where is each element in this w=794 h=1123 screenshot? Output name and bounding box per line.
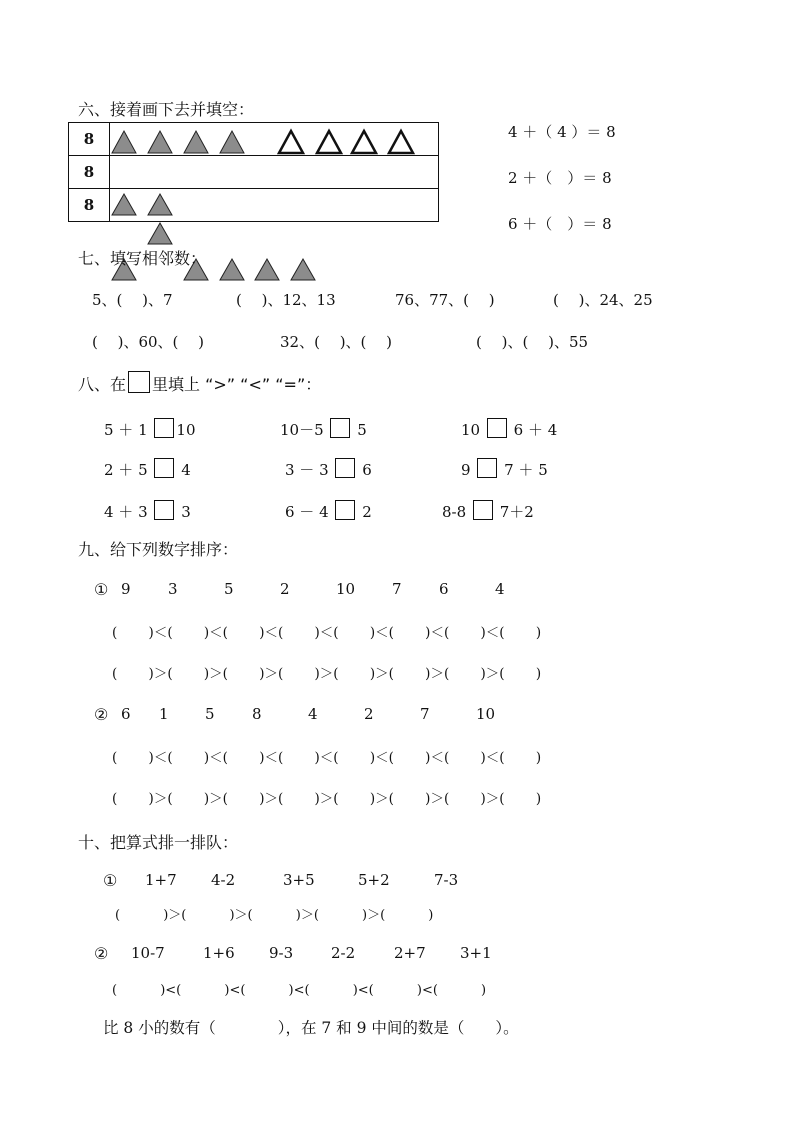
right-expr: 6 (362, 461, 372, 479)
number: 5 (205, 705, 215, 723)
number: 10 (336, 580, 356, 598)
answer-box[interactable] (330, 418, 350, 438)
expression: 1+6 (203, 944, 235, 962)
neighbor-item[interactable]: ( )、( )、55 (476, 333, 589, 351)
number: 6 (439, 580, 449, 598)
filled-triangle-icon (291, 259, 315, 280)
number: 6 (121, 705, 131, 723)
left-expr: 6 － 4 (285, 503, 329, 521)
compare-item (461, 418, 557, 440)
filled-triangle-icon (220, 131, 244, 153)
outline-triangle-icon (317, 131, 341, 153)
left-expr: 10 (461, 421, 481, 439)
right-expr: 4 (181, 461, 191, 479)
filled-triangle-icon (255, 259, 279, 280)
number: 10 (476, 705, 496, 723)
right-expr: 5 (357, 421, 367, 439)
expression: 9-3 (269, 944, 294, 962)
row-number: 8 (69, 189, 110, 222)
outline-triangle-icon (352, 131, 376, 153)
equation-1: 4 ＋（ 4 ）＝ 8 (508, 123, 616, 141)
compare-item (104, 458, 191, 480)
answer-box[interactable] (477, 458, 497, 478)
equation-2[interactable]: 2 ＋（ ）＝ 8 (508, 169, 612, 187)
answer-box-icon (128, 371, 150, 393)
compare-item (285, 500, 372, 522)
answer-box[interactable] (154, 500, 174, 520)
neighbor-item[interactable]: ( )、12、13 (236, 291, 336, 309)
expression: 10-7 (131, 944, 165, 962)
filled-triangle-icon (148, 223, 172, 244)
section-8-title (78, 371, 321, 395)
neighbor-item[interactable]: 5、( )、7 (92, 291, 173, 309)
expression: 3+1 (460, 944, 492, 962)
filled-triangle-icon (220, 259, 244, 280)
section-6-title: 六、接着画下去并填空： (78, 100, 255, 119)
number: 2 (280, 580, 290, 598)
right-expr: 7＋2 (499, 503, 534, 521)
title-suffix: 里填上 “>” “<” “=”： (152, 375, 322, 394)
left-expr: 3 － 3 (285, 461, 329, 479)
left-expr: 5 ＋ 1 (104, 421, 148, 439)
number: 1 (159, 705, 169, 723)
number: 7 (420, 705, 430, 723)
filled-triangle-icon (148, 131, 172, 153)
less-than-chain[interactable]: ( )＜( )＜( )＜( )＜( )＜( )＜( )＜( ) (112, 625, 542, 641)
compare-item (442, 500, 534, 522)
section-10-title: 十、把算式排一排队： (78, 833, 239, 852)
left-expr: 9 (461, 461, 471, 479)
number: 7 (392, 580, 402, 598)
section-7-title: 七、填写相邻数： (78, 249, 207, 268)
group-1-mark: ① (103, 871, 118, 890)
compare-item (285, 458, 372, 480)
expression: 2-2 (331, 944, 356, 962)
expression: 4-2 (211, 871, 236, 889)
greater-than-chain[interactable]: ( )＞( )＞( )＞( )＞( ) (115, 908, 434, 923)
answer-box[interactable] (473, 500, 493, 520)
left-expr: 2 ＋ 5 (104, 461, 148, 479)
answer-box[interactable] (487, 418, 507, 438)
right-expr: 2 (362, 503, 372, 521)
right-expr: 7 ＋ 5 (504, 461, 548, 479)
answer-box[interactable] (154, 418, 174, 438)
expression: 1+7 (145, 871, 177, 889)
answer-box[interactable] (335, 458, 355, 478)
answer-box[interactable] (335, 500, 355, 520)
neighbor-item[interactable]: 76、77、( ) (395, 291, 495, 309)
compare-item (280, 418, 367, 440)
right-expr: 10 (176, 421, 196, 439)
expression: 2+7 (394, 944, 426, 962)
equation-3[interactable]: 6 ＋（ ）＝ 8 (508, 215, 612, 233)
number: 3 (168, 580, 178, 598)
answer-box[interactable] (154, 458, 174, 478)
title-prefix: 八、在 (78, 375, 127, 394)
left-expr: 10－5 (280, 421, 324, 439)
neighbor-item[interactable]: 32、( )、( ) (280, 333, 393, 351)
outline-triangle-icon (279, 131, 303, 153)
compare-item (104, 500, 191, 522)
less-than-chain[interactable]: ( )＜( )＜( )＜( )＜( )＜( )＜( )＜( ) (112, 750, 542, 766)
right-expr: 3 (181, 503, 191, 521)
number: 8 (252, 705, 262, 723)
expression: 5+2 (358, 871, 390, 889)
number: 5 (224, 580, 234, 598)
expression: 3+5 (283, 871, 315, 889)
final-question[interactable]: 比 8 小的数有（ ），在 7 和 9 中间的数是（ ）。 (103, 1019, 519, 1037)
greater-than-chain[interactable]: ( )＞( )＞( )＞( )＞( )＞( )＞( )＞( ) (112, 666, 542, 682)
compare-item (461, 458, 548, 480)
group-1-mark: ① (94, 580, 109, 599)
row-number: 8 (69, 156, 110, 189)
section-9-title: 九、给下列数字排序： (78, 540, 239, 559)
outline-triangle-icon (389, 131, 413, 153)
filled-triangle-icon (112, 194, 136, 215)
number: 9 (121, 580, 131, 598)
number: 4 (308, 705, 318, 723)
number: 2 (364, 705, 374, 723)
filled-triangle-icon (148, 194, 172, 215)
right-expr: 6 ＋ 4 (513, 421, 558, 439)
group-2-mark: ② (94, 944, 109, 963)
filled-triangle-icon (184, 131, 208, 153)
neighbor-item[interactable]: ( )、60、( ) (92, 333, 205, 351)
expression: 7-3 (434, 871, 459, 889)
filled-triangle-icon (112, 131, 136, 153)
less-than-chain[interactable]: ( )<( )<( )<( )<( )<( ) (112, 983, 487, 998)
left-expr: 4 ＋ 3 (104, 503, 148, 521)
compare-item (104, 418, 196, 440)
greater-than-chain[interactable]: ( )＞( )＞( )＞( )＞( )＞( )＞( )＞( ) (112, 791, 542, 807)
group-2-mark: ② (94, 705, 109, 724)
left-expr: 8-8 (442, 503, 467, 521)
neighbor-item[interactable]: ( )、24、25 (553, 291, 653, 309)
row-number: 8 (69, 123, 110, 156)
number: 4 (495, 580, 505, 598)
